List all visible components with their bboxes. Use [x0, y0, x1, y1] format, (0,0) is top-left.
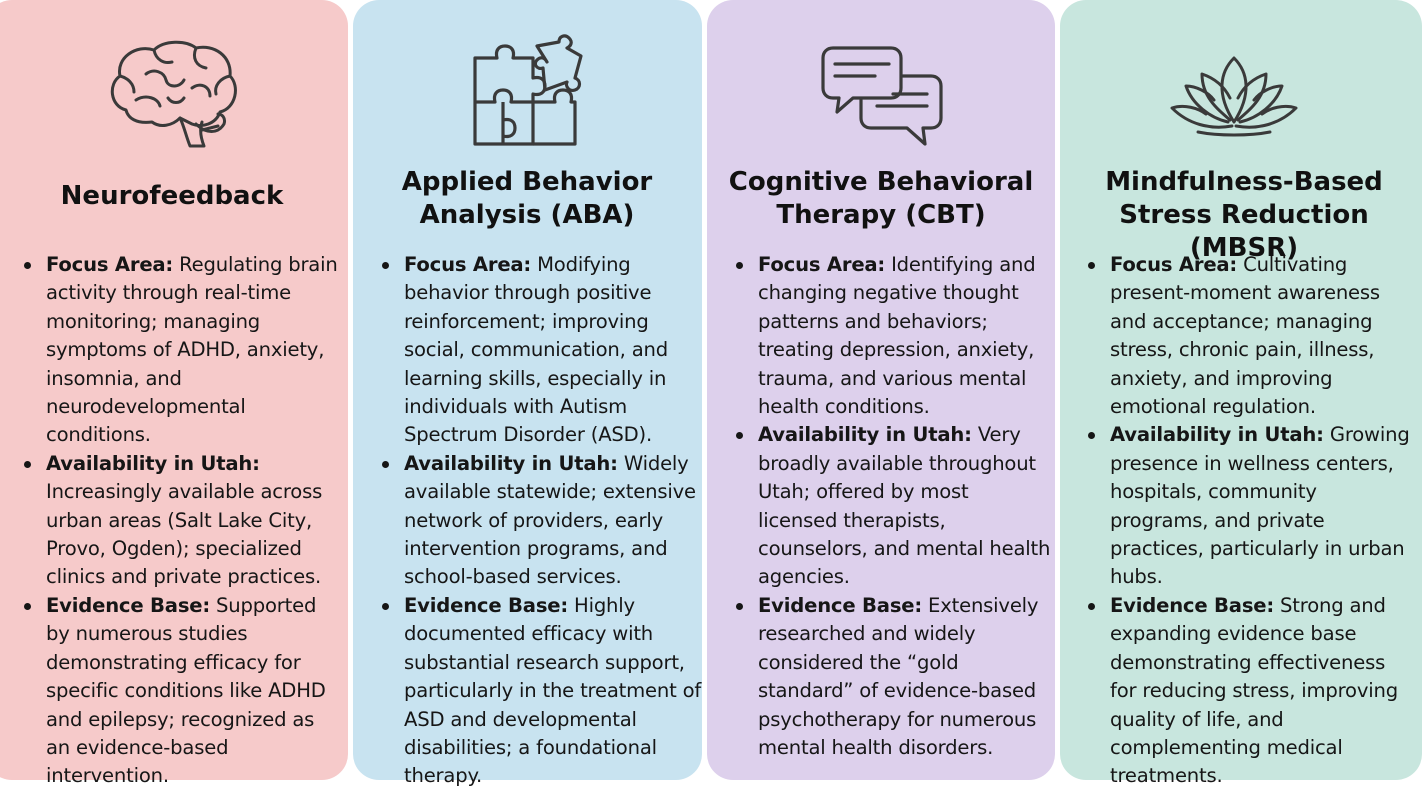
- speech-bubbles-icon: [819, 44, 943, 148]
- item-text: Increasingly available across urban areas (Salt Lake City, Provo, Ogden); specialized clinics and private practices.: [46, 480, 323, 589]
- card-aba: [353, 0, 702, 788]
- list-item-focus-area: [1084, 251, 1412, 421]
- list-item-focus-area: [732, 251, 1052, 421]
- list-item-evidence-base: [20, 592, 340, 791]
- item-label: Availability in Utah:: [46, 451, 260, 475]
- puzzle-icon: [469, 32, 589, 150]
- list-item-availability: [20, 450, 340, 592]
- card-neurofeedback: [0, 0, 348, 788]
- item-label: Evidence Base:: [758, 593, 923, 617]
- info-list: [1084, 251, 1412, 791]
- item-text: Widely available statewide; extensive network of providers, early intervention programs, and school-based services.: [404, 451, 696, 589]
- item-label: Focus Area:: [758, 253, 886, 276]
- item-text: Supported by numerous studies demonstrating efficacy for specific conditions like ADHD and epilepsy; recognized as an evidence-based intervention.: [46, 593, 326, 788]
- item-label: Availability in Utah:: [758, 423, 972, 447]
- card-title: Applied Behavior Analysis (ABA): [401, 167, 653, 230]
- item-label: Focus Area:: [404, 253, 532, 276]
- info-list: [378, 251, 708, 791]
- card-title: Cognitive Behavioral Therapy (CBT): [728, 167, 1034, 230]
- item-text: Highly documented efficacy with substantial research support, particularly in the treatment of ASD and developmental disabilities; a foundational therapy.: [404, 593, 702, 788]
- info-list: [732, 251, 1052, 762]
- item-label: Focus Area:: [1110, 253, 1238, 276]
- item-text: Identifying and changing negative thought patterns and behaviors; treating depression, anxiety, trauma, and various mental health conditions.: [758, 253, 1036, 419]
- card-mbsr: [1060, 0, 1422, 788]
- list-item-focus-area: [378, 251, 708, 450]
- list-item-availability: [1084, 421, 1412, 591]
- item-label: Evidence Base:: [46, 593, 211, 617]
- list-item-availability: [732, 421, 1052, 591]
- item-label: Focus Area:: [46, 253, 174, 276]
- item-text: Very broadly available throughout Utah; offered by most licensed therapists, counselors, and mental health agencies.: [758, 423, 1051, 589]
- item-text: Cultivating present-moment awareness and acceptance; managing stress, chronic pain, illness, anxiety, and improving emotional regulation.: [1110, 253, 1380, 419]
- card-title: Neurofeedback: [60, 181, 284, 211]
- list-item-focus-area: [20, 251, 340, 450]
- item-text: Extensively researched and widely considered the “gold standard” of evidence-based psychotherapy for numerous mental health disorders.: [758, 593, 1039, 759]
- item-text: Regulating brain activity through real-time monitoring; managing symptoms of ADHD, anxiety, insomnia, and neurodevelopmental conditions.: [46, 253, 338, 447]
- item-label: Evidence Base:: [1110, 593, 1275, 617]
- brain-icon: [106, 38, 240, 150]
- item-text: Strong and expanding evidence base demonstrating effectiveness for reducing stress, improving quality of life, and complementing medical treatments.: [1110, 593, 1398, 788]
- list-item-evidence-base: [732, 592, 1052, 762]
- item-label: Availability in Utah:: [404, 451, 618, 475]
- card-cbt: [707, 0, 1055, 780]
- item-text: Growing presence in wellness centers, hospitals, community programs, and private practices, particularly in urban hubs.: [1110, 423, 1410, 589]
- info-list: [20, 251, 340, 791]
- item-label: Availability in Utah:: [1110, 423, 1324, 447]
- item-label: Evidence Base:: [404, 593, 569, 617]
- list-item-availability: [378, 450, 708, 592]
- item-text: Modifying behavior through positive reinforcement; improving social, communication, and learning skills, especially in individuals with Autism Spectrum Disorder (ASD).: [404, 253, 668, 447]
- list-item-evidence-base: [1084, 592, 1412, 791]
- list-item-evidence-base: [378, 592, 708, 791]
- card-title: Mindfulness-Based Stress Reduction (MBSR): [1105, 167, 1383, 263]
- lotus-icon: [1168, 56, 1300, 136]
